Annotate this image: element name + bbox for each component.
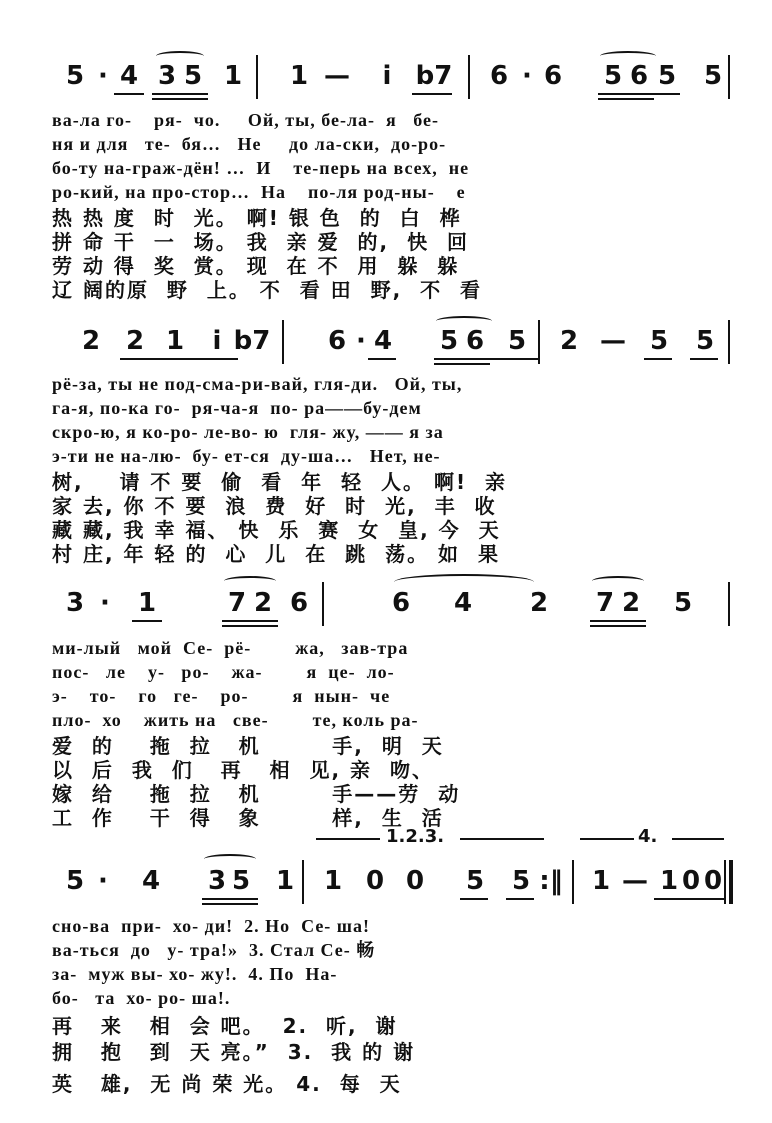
dot: · <box>100 588 110 618</box>
note: 0 <box>365 866 385 896</box>
note: 2 <box>125 326 145 356</box>
lyric-cn-line: 拼 命 干 一 场。 我 亲 爱 的, 快 回 <box>52 230 470 254</box>
lyric-cn-line: 村 庄, 年 轻 的 心 儿 在 跳 荡。 如 果 <box>52 542 500 566</box>
note: 3 <box>157 61 177 91</box>
lyric-ru-line: пло- хо жить на све- те, коль ра- <box>52 710 419 730</box>
underline <box>114 93 144 95</box>
underline <box>644 358 672 360</box>
note: 5 <box>65 866 85 896</box>
note: — <box>622 866 648 896</box>
lyric-ru-line: ва-ться до у- тра!» 3. Стал Се- 畅 <box>52 940 376 960</box>
final-barline <box>724 860 726 904</box>
lyric-cn-line: 嫁 给 拖 拉 机 手——劳 动 <box>52 782 461 806</box>
lyric-ru-line: пос- ле у- ро- жа- я це- ло- <box>52 662 395 682</box>
note: 6 <box>543 61 563 91</box>
note: 5 <box>603 61 623 91</box>
note: 3 <box>65 588 85 618</box>
barline <box>538 320 540 364</box>
note: 5 <box>695 326 715 356</box>
note: — <box>600 326 626 356</box>
notation-row-1 <box>52 55 732 99</box>
barline <box>282 320 284 364</box>
slur <box>600 51 656 61</box>
note: 1 <box>275 866 295 896</box>
underline <box>590 625 646 627</box>
volta-line <box>460 838 544 840</box>
volta-line <box>316 838 380 840</box>
lyric-ru-line: э- то- го ге- ро- я нын- че <box>52 686 391 706</box>
underline <box>120 358 238 360</box>
note: 1 <box>165 326 185 356</box>
note: 1 <box>289 61 309 91</box>
note: 1 <box>323 866 343 896</box>
note: 7 <box>227 588 247 618</box>
slur <box>394 574 534 590</box>
note: 5 <box>657 61 677 91</box>
underline <box>460 898 488 900</box>
barline <box>302 860 304 904</box>
note: 4 <box>453 588 473 618</box>
lyric-cn-line: 热 热 度 时 光。 啊! 银 色 的 白 桦 <box>52 206 462 230</box>
note: 4 <box>141 866 161 896</box>
note: 1 <box>659 866 679 896</box>
lyric-ru-line: э-ти не на-лю- бу- ет-ся ду-ша… Нет, не- <box>52 446 441 466</box>
lyric-cn-line: 劳 动 得 奖 赏。 现 在 不 用 躲 躲 <box>52 254 460 278</box>
underline <box>202 903 258 905</box>
note: — <box>324 61 350 91</box>
note: 2 <box>559 326 579 356</box>
underline <box>690 358 718 360</box>
volta-label-1: 1.2.3. <box>386 826 445 847</box>
notation-row-3 <box>52 582 732 626</box>
note: 6 <box>489 61 509 91</box>
note: 2 <box>81 326 101 356</box>
note: 7 <box>595 588 615 618</box>
note: 4 <box>119 61 139 91</box>
underline <box>598 98 654 100</box>
volta-label-2: 4. <box>638 826 658 847</box>
note: 3 <box>207 866 227 896</box>
notation-row-4 <box>52 860 732 904</box>
note: b7 <box>233 326 271 356</box>
lyric-cn-line: 拥 抱 到 天 亮。” 3. 我 的 谢 <box>52 1040 416 1064</box>
lyric-cn-line: 藏 藏, 我 幸 福、 快 乐 赛 女 皇, 今 天 <box>52 518 501 542</box>
underline <box>598 93 680 95</box>
underline <box>506 898 534 900</box>
lyric-ru-line: ня и для те- бя… Не до ла-ски, до-ро- <box>52 134 447 154</box>
lyric-cn-line: 英 雄, 无 尚 荣 光。 4. 每 天 <box>52 1072 402 1096</box>
note: 0 <box>681 866 701 896</box>
note: 6 <box>289 588 309 618</box>
lyric-cn-line: 家 去, 你 不 要 浪 费 好 时 光, 丰 收 <box>52 494 497 518</box>
underline <box>132 620 162 622</box>
slur <box>204 854 256 864</box>
note: 0 <box>703 866 723 896</box>
final-barline <box>729 860 733 904</box>
barline <box>728 320 730 364</box>
note: 5 <box>231 866 251 896</box>
note: i <box>212 326 222 356</box>
notation-row-2 <box>52 320 732 364</box>
note: 2 <box>621 588 641 618</box>
note: 2 <box>529 588 549 618</box>
lyric-cn-line: 树, 请 不 要 偷 看 年 轻 人。 啊! 亲 <box>52 470 508 494</box>
note: 6 <box>465 326 485 356</box>
lyric-ru-line: ми-лый мой Се- рё- жа, зав-тра <box>52 638 409 658</box>
lyric-cn-line: 再 来 相 会 吧。 2. 听, 谢 <box>52 1014 398 1038</box>
lyric-cn-line: 爱 的 拖 拉 机 手, 明 天 <box>52 734 444 758</box>
note: 6 <box>629 61 649 91</box>
note: 5 <box>65 61 85 91</box>
note: 5 <box>511 866 531 896</box>
dot: · <box>356 326 366 356</box>
note: 1 <box>137 588 157 618</box>
underline <box>412 93 452 95</box>
repeat-end: :‖ <box>539 866 563 896</box>
underline <box>152 98 208 100</box>
lyric-cn-line: 以 后 我 们 再 相 见, 亲 吻、 <box>52 758 434 782</box>
lyric-ru-line: скро-ю, я ко-ро- ле-во- ю гля- жу, —— я за <box>52 422 444 442</box>
underline <box>654 898 724 900</box>
lyric-ru-line: сно-ва при- хо- ди! 2. Но Се- ша! <box>52 916 370 936</box>
barline <box>728 582 730 626</box>
note: 5 <box>507 326 527 356</box>
note: 1 <box>591 866 611 896</box>
barline <box>728 55 730 99</box>
lyric-ru-line: ро-кий, на про-стор… На по-ля род-ны- е <box>52 182 466 202</box>
lyric-ru-line: бо- та хо- ро- ша!. <box>52 988 231 1008</box>
underline <box>202 898 258 900</box>
barline <box>572 860 574 904</box>
note: i <box>382 61 392 91</box>
underline <box>152 93 208 95</box>
lyric-ru-line: ва-ла го- ря- чо. Ой, ты, бе-ла- я бе- <box>52 110 440 130</box>
note: 1 <box>223 61 243 91</box>
note: 2 <box>253 588 273 618</box>
underline <box>434 363 490 365</box>
barline <box>468 55 470 99</box>
lyric-ru-line: за- муж вы- хо- жу!. 4. По На- <box>52 964 338 984</box>
dot: · <box>522 61 532 91</box>
underline <box>434 358 538 360</box>
lyric-cn-line: 辽 阔的原 野 上。 不 看 田 野, 不 看 <box>52 278 483 302</box>
dot: · <box>98 61 108 91</box>
lyric-cn-line: 工 作 干 得 象 样, 生 活 <box>52 806 444 830</box>
barline <box>322 582 324 626</box>
volta-line <box>580 838 634 840</box>
note: 6 <box>327 326 347 356</box>
note: 5 <box>439 326 459 356</box>
slur <box>156 51 204 61</box>
barline <box>256 55 258 99</box>
note: 5 <box>183 61 203 91</box>
note: b7 <box>415 61 453 91</box>
note: 5 <box>465 866 485 896</box>
lyric-ru-line: га-я, по-ка го- ря-ча-я по- ра——бу-дем <box>52 398 422 418</box>
note: 5 <box>673 588 693 618</box>
volta-line <box>672 838 724 840</box>
slur <box>436 316 492 326</box>
note: 5 <box>703 61 723 91</box>
note: 0 <box>405 866 425 896</box>
dot: · <box>98 866 108 896</box>
underline <box>222 625 278 627</box>
note: 6 <box>391 588 411 618</box>
underline <box>368 358 396 360</box>
underline <box>222 620 278 622</box>
underline <box>590 620 646 622</box>
slur <box>592 576 644 586</box>
lyric-ru-line: бо-ту на-граж-дён! … И те-перь на всех, не <box>52 158 470 178</box>
slur <box>224 576 276 586</box>
lyric-ru-line: рё-за, ты не под-сма-ри-вай, гля-ди. Ой, ты, <box>52 374 463 394</box>
note: 5 <box>649 326 669 356</box>
note: 4 <box>373 326 393 356</box>
